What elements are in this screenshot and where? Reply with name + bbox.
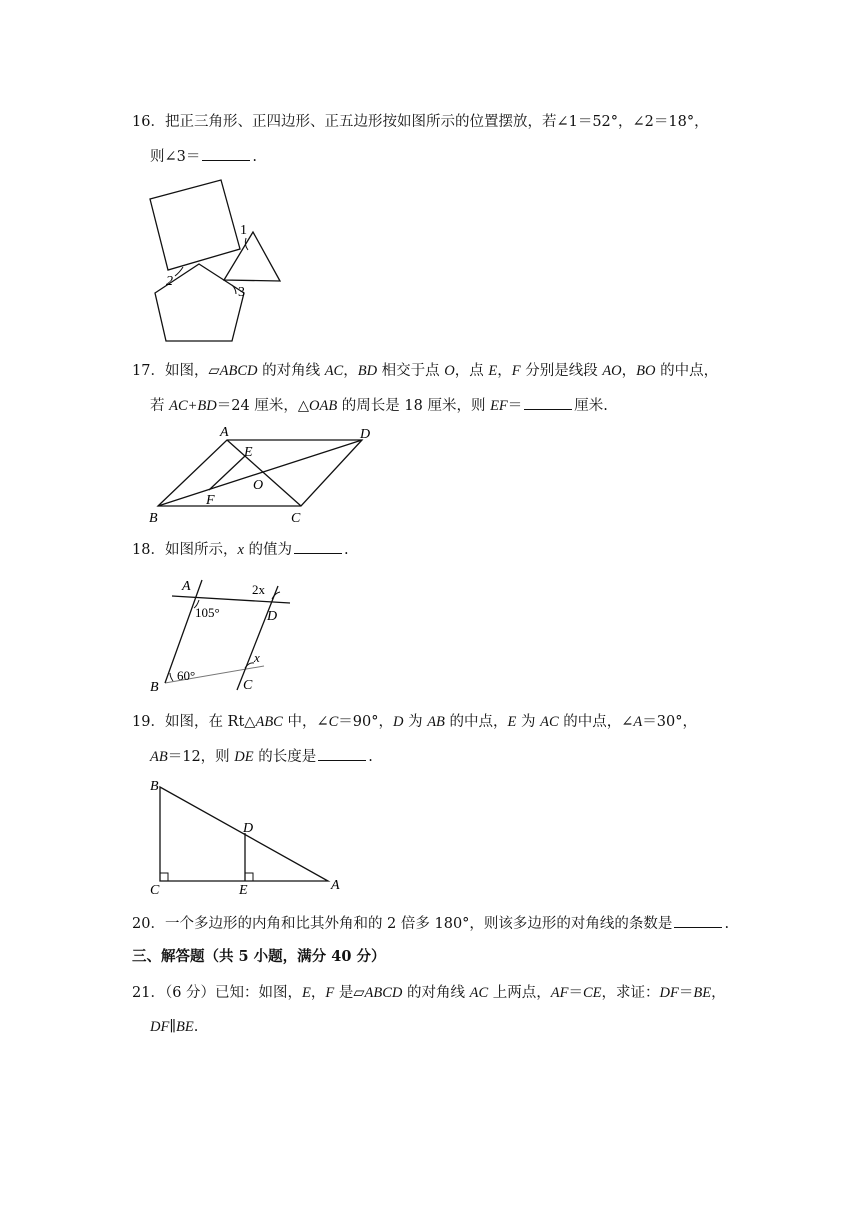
q17-text: ， <box>343 363 358 379</box>
q21-line2 <box>150 1017 198 1037</box>
q21-text: 21．（6 分）已知：如图， <box>132 985 303 1001</box>
q17-label-F: F <box>206 493 215 508</box>
q18-label-C: C <box>243 678 253 693</box>
q16-text: 16．把正三角形、正四边形、正五边形按如图所示的位置摆放，若∠1＝52°，∠2＝18°， <box>132 114 709 130</box>
q16-square <box>150 180 240 270</box>
q21-text: ， <box>310 985 326 1001</box>
q21-text: BE <box>176 1019 194 1035</box>
q19-text: AB <box>150 749 168 765</box>
q21-text: AC <box>469 985 489 1001</box>
q18-label-A: A <box>182 579 191 594</box>
q19-text: 19．如图，在 Rt△ <box>132 714 256 730</box>
answer-blank <box>294 539 342 554</box>
q17-text: AC <box>324 363 344 379</box>
q19-text: 为 <box>516 714 541 730</box>
q19-text: E <box>507 714 517 730</box>
parallelogram-symbol: ▱ <box>353 985 365 1001</box>
section-heading <box>132 947 385 967</box>
q18-label-60: 60° <box>177 668 196 683</box>
q20-text: 20．一个多边形的内角和比其外角和的 2 倍多 180°，则该多边形的对角线的条数是 <box>132 916 673 932</box>
q19-label-E: E <box>239 883 248 898</box>
q19-text: ABC <box>255 714 283 730</box>
q19-text: ＝90°， <box>338 714 393 730</box>
q19-figure <box>140 772 350 896</box>
q17-text: ＝ <box>507 398 523 414</box>
q18-label-105: 105° <box>195 605 220 620</box>
q18-text: 的值为 <box>243 542 292 558</box>
q18-label-B: B <box>150 680 159 695</box>
q21-text: ABCD <box>364 985 403 1001</box>
q18-label-D: D <box>267 609 278 624</box>
q19-label-C: C <box>150 883 160 898</box>
q17-figure <box>140 422 380 528</box>
q16-figure <box>140 172 290 344</box>
q19-text: ＝12，则 <box>167 749 235 765</box>
q21-text: . <box>193 1019 199 1035</box>
q21-text: ＝ <box>568 985 583 1001</box>
q17-text: OAB <box>308 398 338 414</box>
q20-text: . <box>724 916 730 932</box>
q17-text: ABCD <box>219 363 258 379</box>
q21-text: E <box>302 985 311 1001</box>
q17-text: 相交于点 <box>377 363 445 379</box>
q21-text: 上两点， <box>488 985 551 1001</box>
q17-text: BD <box>357 363 378 379</box>
q18-label-2x: 2x <box>252 582 265 597</box>
q17-text: 的中点， <box>655 363 719 379</box>
q17-text: 的周长是 18 厘米，则 <box>337 398 491 414</box>
q17-line1 <box>132 361 718 381</box>
q17-text: 分别是线段 <box>520 363 603 379</box>
q20-line <box>132 913 729 934</box>
q19-text: A <box>633 714 643 730</box>
q17-text: 的对角线 <box>257 363 325 379</box>
q21-text: ＝ <box>678 985 694 1001</box>
q19-text: AB <box>427 714 445 730</box>
section-title: 三、解答题（共 5 小题，满分 40 分） <box>132 948 386 965</box>
q17-label-A: A <box>220 425 229 440</box>
q18-text: x <box>237 542 244 558</box>
q21-text: DF <box>150 1019 170 1035</box>
q17-text: E <box>488 363 498 379</box>
q17-text: ＝24 厘米，△ <box>216 398 309 414</box>
q19-text: DE <box>234 749 254 765</box>
q19-text: 的长度是 <box>253 749 317 765</box>
q21-text: CE <box>582 985 602 1001</box>
q19-line2 <box>150 746 373 767</box>
q21-text: ，求证： <box>601 985 660 1001</box>
q17-label-C: C <box>291 511 301 526</box>
q17-text: F <box>511 363 521 379</box>
q19-line1 <box>132 712 697 732</box>
q18-line <box>132 539 349 560</box>
q21-text: F <box>325 985 335 1001</box>
q21-text: 是 <box>334 985 354 1001</box>
q17-text: 若 <box>150 398 170 414</box>
answer-blank <box>202 146 250 161</box>
q21-text: BE <box>693 985 712 1001</box>
q17-text: ， <box>497 363 512 379</box>
q21-text: ∥ <box>169 1019 177 1035</box>
q19-text: 中，∠ <box>282 714 329 730</box>
q19-text: 为 <box>403 714 428 730</box>
q19-text: D <box>393 714 404 730</box>
q17-text: ， <box>621 363 637 379</box>
q21-line1 <box>132 983 726 1003</box>
q21-text: AF <box>550 985 569 1001</box>
q19-text: 的中点， <box>444 714 508 730</box>
q19-text: 的中点，∠ <box>558 714 634 730</box>
q18-text: . <box>344 542 349 558</box>
q18-label-x: x <box>254 650 260 665</box>
q19-text: C <box>328 714 339 730</box>
answer-blank <box>524 395 572 410</box>
q21-text: 的对角线 <box>402 985 470 1001</box>
answer-blank <box>674 913 722 928</box>
q16-triangle <box>224 232 280 281</box>
q19-text: AC <box>540 714 559 730</box>
q17-label-D: D <box>360 427 371 442</box>
q16-line1 <box>132 112 709 132</box>
answer-blank <box>318 746 366 761</box>
q18-figure <box>140 570 300 696</box>
q17-text: EF <box>490 398 508 414</box>
q19-label-B: B <box>150 779 159 794</box>
q17-text: AO <box>602 363 622 379</box>
q17-text: 厘米. <box>574 398 608 414</box>
q21-text: ， <box>711 985 726 1001</box>
q18-text: 18．如图所示， <box>132 542 238 558</box>
q16-label-2: 2 <box>166 274 173 289</box>
q19-label-A: A <box>331 878 340 893</box>
q17-text: AC+BD <box>169 398 217 414</box>
q17-text: 17．如图， <box>132 363 209 379</box>
q16-line2 <box>150 146 257 167</box>
q19-text: . <box>368 749 373 765</box>
parallelogram-symbol: ▱ <box>208 363 220 379</box>
q17-text: O <box>444 363 455 379</box>
q17-label-O: O <box>253 478 264 493</box>
q16-label-3: 3 <box>238 285 245 300</box>
q17-text: ，点 <box>454 363 489 379</box>
q17-text: BO <box>636 363 656 379</box>
q16-text-b: . <box>252 149 257 165</box>
q17-label-B: B <box>149 511 158 526</box>
q16-label-1: 1 <box>240 223 247 238</box>
q19-text: ＝30°， <box>642 714 697 730</box>
q19-label-D: D <box>243 821 254 836</box>
q17-line2 <box>150 395 608 416</box>
q16-text-a: 则∠3＝ <box>150 149 201 165</box>
q21-text: DF <box>659 985 679 1001</box>
q17-label-E: E <box>244 445 253 460</box>
